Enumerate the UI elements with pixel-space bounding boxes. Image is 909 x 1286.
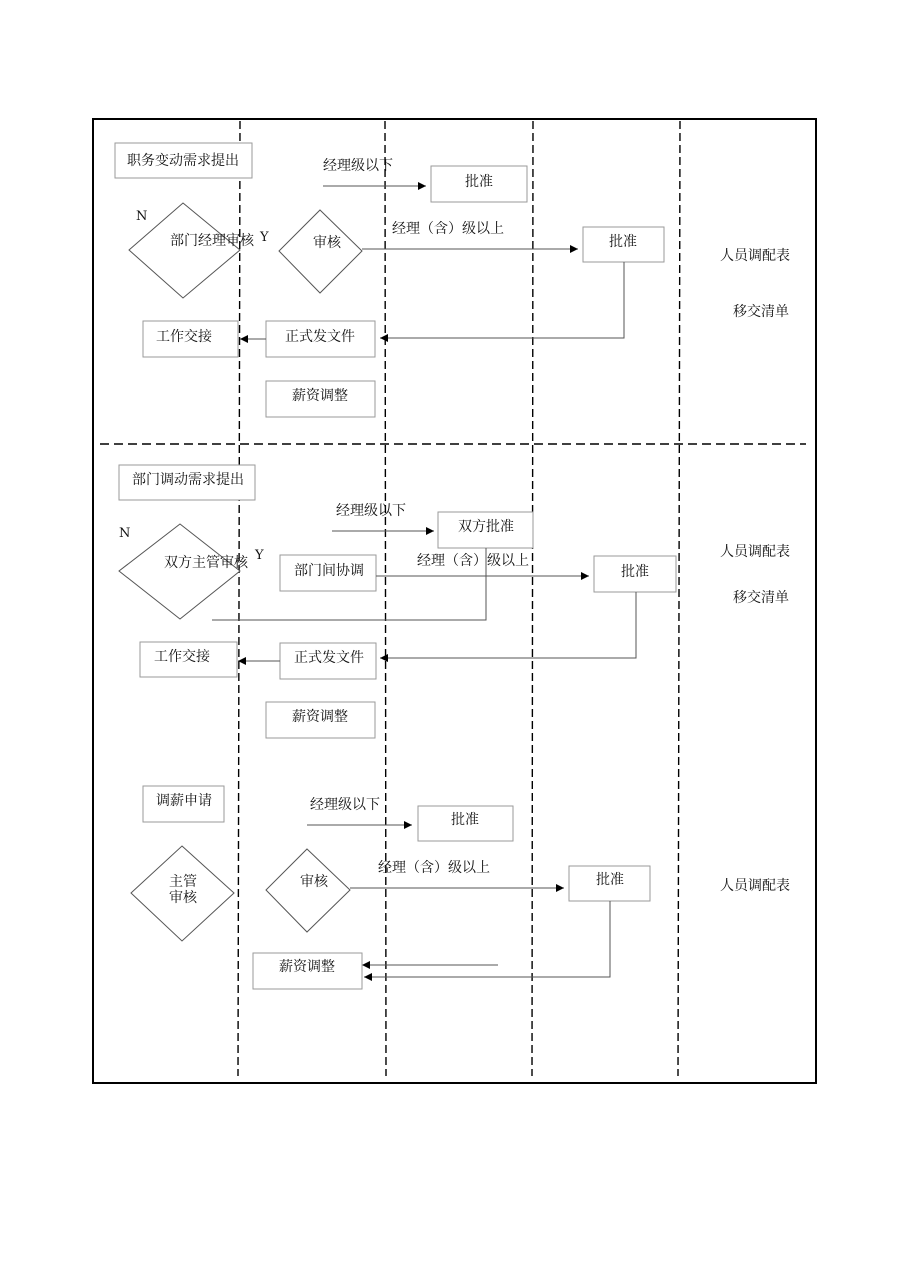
section-1 — [115, 143, 790, 417]
supervisor-review-label-2: 审核 — [169, 890, 197, 906]
label-n: N — [136, 209, 148, 224]
dual-approve-label: 双方批准 — [458, 519, 514, 535]
salary-adjust-label: 薪资调整 — [279, 959, 335, 975]
approve-to-doc-connector — [380, 262, 624, 338]
below-manager-label: 经理级以下 — [323, 158, 393, 174]
review-label: 审核 — [300, 874, 328, 890]
lane-divider-4 — [678, 121, 680, 1076]
doc-handover-list-label: 移交清单 — [733, 590, 789, 606]
review-diamond — [279, 210, 362, 293]
salary-adjust-label: 薪资调整 — [292, 388, 348, 404]
dual-review-diamond — [119, 524, 240, 619]
section-2 — [119, 465, 790, 738]
handover-label: 工作交接 — [156, 329, 212, 345]
approve-high-label: 批准 — [609, 234, 637, 250]
below-manager-label: 经理级以下 — [336, 503, 406, 519]
supervisor-review-label-1: 主管 — [169, 874, 197, 890]
review-label: 审核 — [313, 235, 341, 251]
approve-low-label: 批准 — [465, 174, 493, 190]
formal-doc-label: 正式发文件 — [285, 329, 355, 345]
label-y: Y — [260, 230, 269, 245]
salary-adjust-label: 薪资调整 — [292, 709, 348, 725]
label-y: Y — [255, 548, 264, 563]
lane-divider-3 — [532, 121, 533, 1076]
review-diamond — [266, 849, 350, 932]
section-3 — [131, 786, 790, 989]
approve-to-doc-connector — [380, 592, 636, 658]
doc-staff-table-label: 人员调配表 — [720, 878, 790, 894]
label-n: N — [119, 526, 131, 541]
approve-to-salary-connector — [364, 901, 610, 977]
doc-staff-table-label: 人员调配表 — [720, 248, 790, 264]
request-label: 职务变动需求提出 — [127, 153, 239, 169]
approve-high-label: 批准 — [621, 564, 649, 580]
approve-high-label: 批准 — [596, 872, 624, 888]
dept-review-label: 部门经理审核 — [170, 233, 254, 249]
lane-divider-2 — [385, 121, 386, 1076]
coordinate-label: 部门间协调 — [294, 563, 364, 579]
lane-divider-1 — [238, 121, 240, 1076]
doc-handover-list-label: 移交清单 — [733, 304, 789, 320]
above-manager-label: 经理（含）级以上 — [417, 553, 529, 569]
doc-staff-table-label: 人员调配表 — [720, 544, 790, 560]
handover-label: 工作交接 — [154, 649, 210, 665]
above-manager-label: 经理（含）级以上 — [378, 860, 490, 876]
below-manager-label: 经理级以下 — [310, 797, 380, 813]
above-manager-label: 经理（含）级以上 — [392, 221, 504, 237]
approve-low-label: 批准 — [451, 812, 479, 828]
dual-review-label: 双方主管审核 — [164, 555, 248, 571]
formal-doc-label: 正式发文件 — [294, 650, 364, 666]
request-label: 调薪申请 — [156, 793, 212, 809]
request-label: 部门调动需求提出 — [132, 472, 244, 488]
